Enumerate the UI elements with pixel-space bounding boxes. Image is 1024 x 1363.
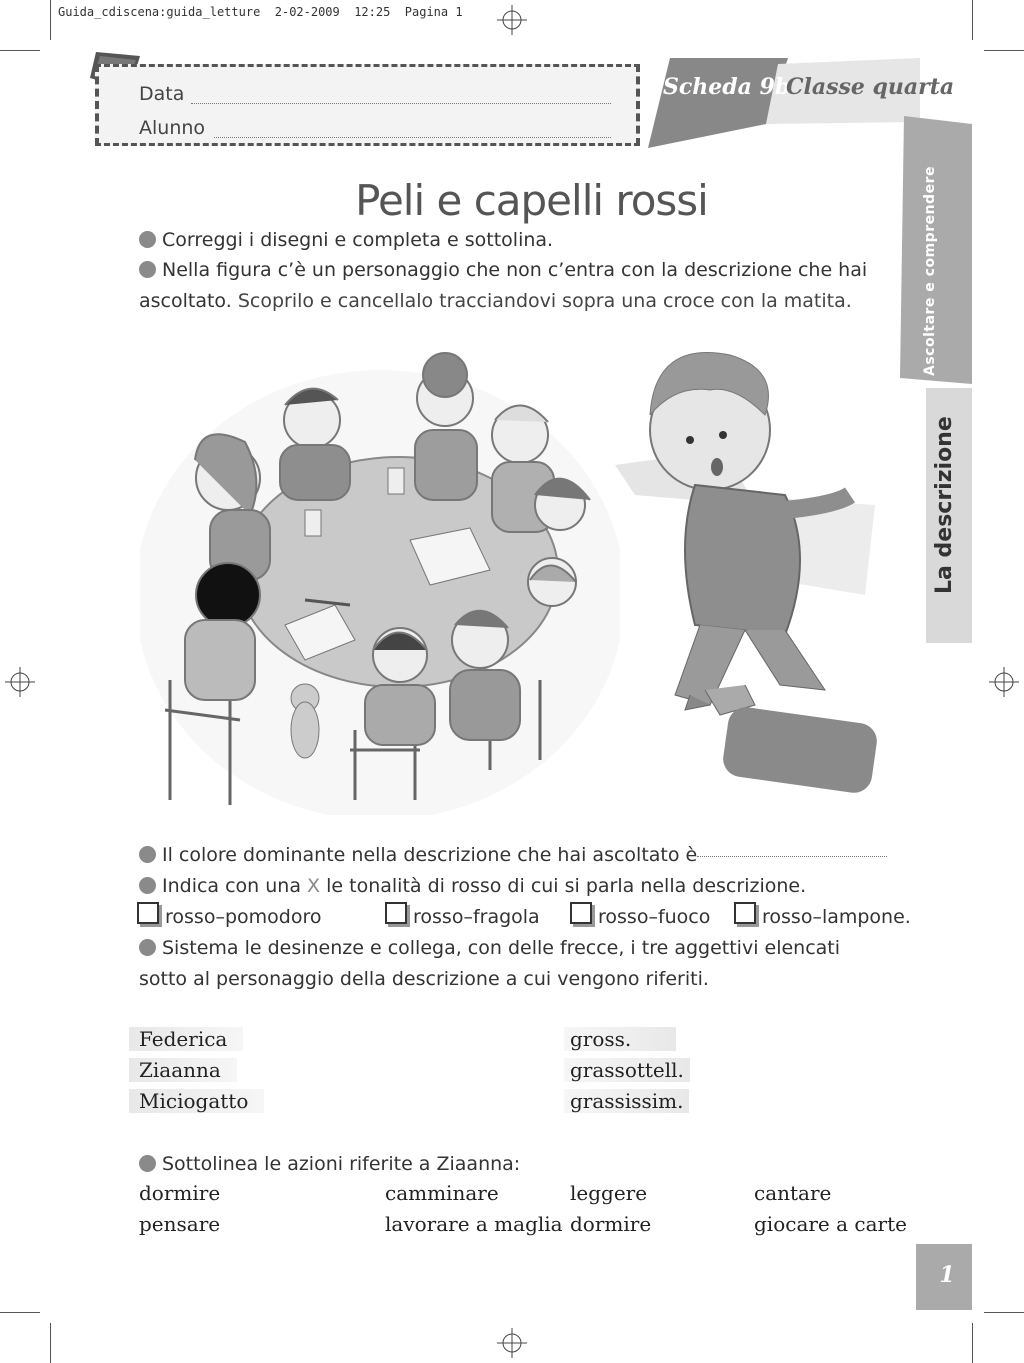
alunno-field-line[interactable]	[214, 137, 611, 138]
question-2-prefix: Indica con una	[162, 875, 308, 897]
action-word[interactable]: leggere	[570, 1181, 648, 1205]
action-word[interactable]: cantare	[754, 1181, 832, 1205]
crop-mark	[984, 1312, 1024, 1313]
instruction-2-text: Nella figura c’è un personaggio che non c’entra con la descrizione che hai	[162, 259, 868, 281]
question-2	[139, 871, 806, 902]
option-label: rosso–pomodoro	[165, 906, 322, 928]
option-label: rosso–fragola	[413, 906, 540, 928]
boy-character-illustration	[615, 345, 895, 795]
section-tab-label: Ascoltare e comprendere	[922, 166, 938, 376]
question-2-suffix: le tonalità di rosso di cui si parla nella descrizione.	[320, 875, 807, 897]
data-label: Data	[139, 83, 185, 105]
option-rosso-lampone[interactable]	[734, 902, 911, 933]
crop-mark	[984, 50, 1024, 51]
adjective-grassissim[interactable]: grassissim.	[564, 1089, 689, 1113]
bullet-icon	[139, 1155, 156, 1172]
crop-mark	[972, 0, 973, 40]
bullet-icon	[139, 846, 156, 863]
page-number-tab	[916, 1244, 972, 1310]
bullet-icon	[139, 261, 156, 278]
page-title: Peli e capelli rossi	[355, 176, 708, 225]
children-at-table-illustration	[140, 350, 620, 815]
scheda-tab-banner	[648, 58, 923, 150]
crop-mark	[972, 1323, 973, 1363]
bullet-icon	[139, 231, 156, 248]
question-3	[139, 933, 840, 964]
checkbox-icon[interactable]	[570, 902, 592, 924]
checkbox-icon[interactable]	[385, 902, 407, 924]
adjective-grassottell[interactable]: grassottell.	[564, 1058, 690, 1082]
crop-mark	[50, 1323, 51, 1363]
action-word[interactable]: dormire	[139, 1181, 221, 1205]
bullet-icon	[139, 877, 156, 894]
option-label: rosso–lampone.	[762, 906, 911, 928]
student-info-box	[95, 64, 640, 146]
crop-mark	[0, 1312, 40, 1313]
instruction-1-text: Correggi i disegni e completa e sottolina.	[162, 229, 554, 251]
action-word[interactable]: camminare	[385, 1181, 499, 1205]
checkbox-icon[interactable]	[734, 902, 756, 924]
character-federica: Federica	[129, 1027, 243, 1051]
crop-mark	[0, 50, 40, 51]
action-word[interactable]: dormire	[570, 1212, 652, 1236]
instruction-2-continued	[139, 286, 852, 317]
actions-prompt-text: Sottolinea le azioni riferite a Ziaanna:	[162, 1153, 521, 1175]
question-1	[139, 840, 887, 871]
action-word[interactable]: lavorare a maglia	[385, 1212, 563, 1236]
instruction-2b-emphasis: Scoprilo e cancellalo tracciandovi sopra una croce con la matita.	[237, 290, 852, 312]
adjective-gross[interactable]: gross.	[564, 1027, 676, 1051]
question-1-text: Il colore dominante nella descrizione che hai ascoltato è	[162, 844, 698, 866]
option-rosso-pomodoro[interactable]	[137, 902, 321, 933]
option-rosso-fuoco[interactable]	[570, 902, 710, 933]
instruction-1	[139, 225, 553, 256]
topic-tab-label: La descrizione	[932, 416, 957, 594]
alunno-label: Alunno	[139, 117, 206, 139]
page-number: 1	[939, 1262, 955, 1288]
character-miciogatto: Miciogatto	[129, 1089, 264, 1113]
instruction-2b-plain: ascoltato.	[139, 290, 238, 312]
option-rosso-fragola[interactable]	[385, 902, 540, 933]
checkbox-icon[interactable]	[137, 902, 159, 924]
classe-label: Classe quarta	[786, 74, 955, 100]
printer-slug: Guida_cdiscena:guida_letture 2-02-2009 12:25 Pagina 1	[58, 5, 463, 19]
bullet-icon	[139, 939, 156, 956]
actions-prompt	[139, 1149, 520, 1180]
scheda-label: Scheda 9b	[663, 74, 791, 100]
registration-mark-icon	[5, 667, 35, 697]
data-field-line[interactable]	[191, 103, 611, 104]
answer-line[interactable]	[697, 856, 887, 857]
question-3-text: Sistema le desinenze e collega, con delle frecce, i tre aggettivi elencati	[162, 937, 841, 959]
action-word[interactable]: pensare	[139, 1212, 221, 1236]
crop-mark	[50, 0, 51, 40]
registration-mark-icon	[497, 5, 527, 35]
question-3-continued: sotto al personaggio della descrizione a cui vengono riferiti.	[139, 968, 709, 990]
character-ziaanna: Ziaanna	[129, 1058, 237, 1082]
registration-mark-icon	[989, 667, 1019, 697]
option-label: rosso–fuoco	[598, 906, 711, 928]
question-2-x: X	[307, 875, 321, 897]
registration-mark-icon	[497, 1328, 527, 1358]
instruction-2	[139, 255, 867, 286]
action-word[interactable]: giocare a carte	[754, 1212, 907, 1236]
